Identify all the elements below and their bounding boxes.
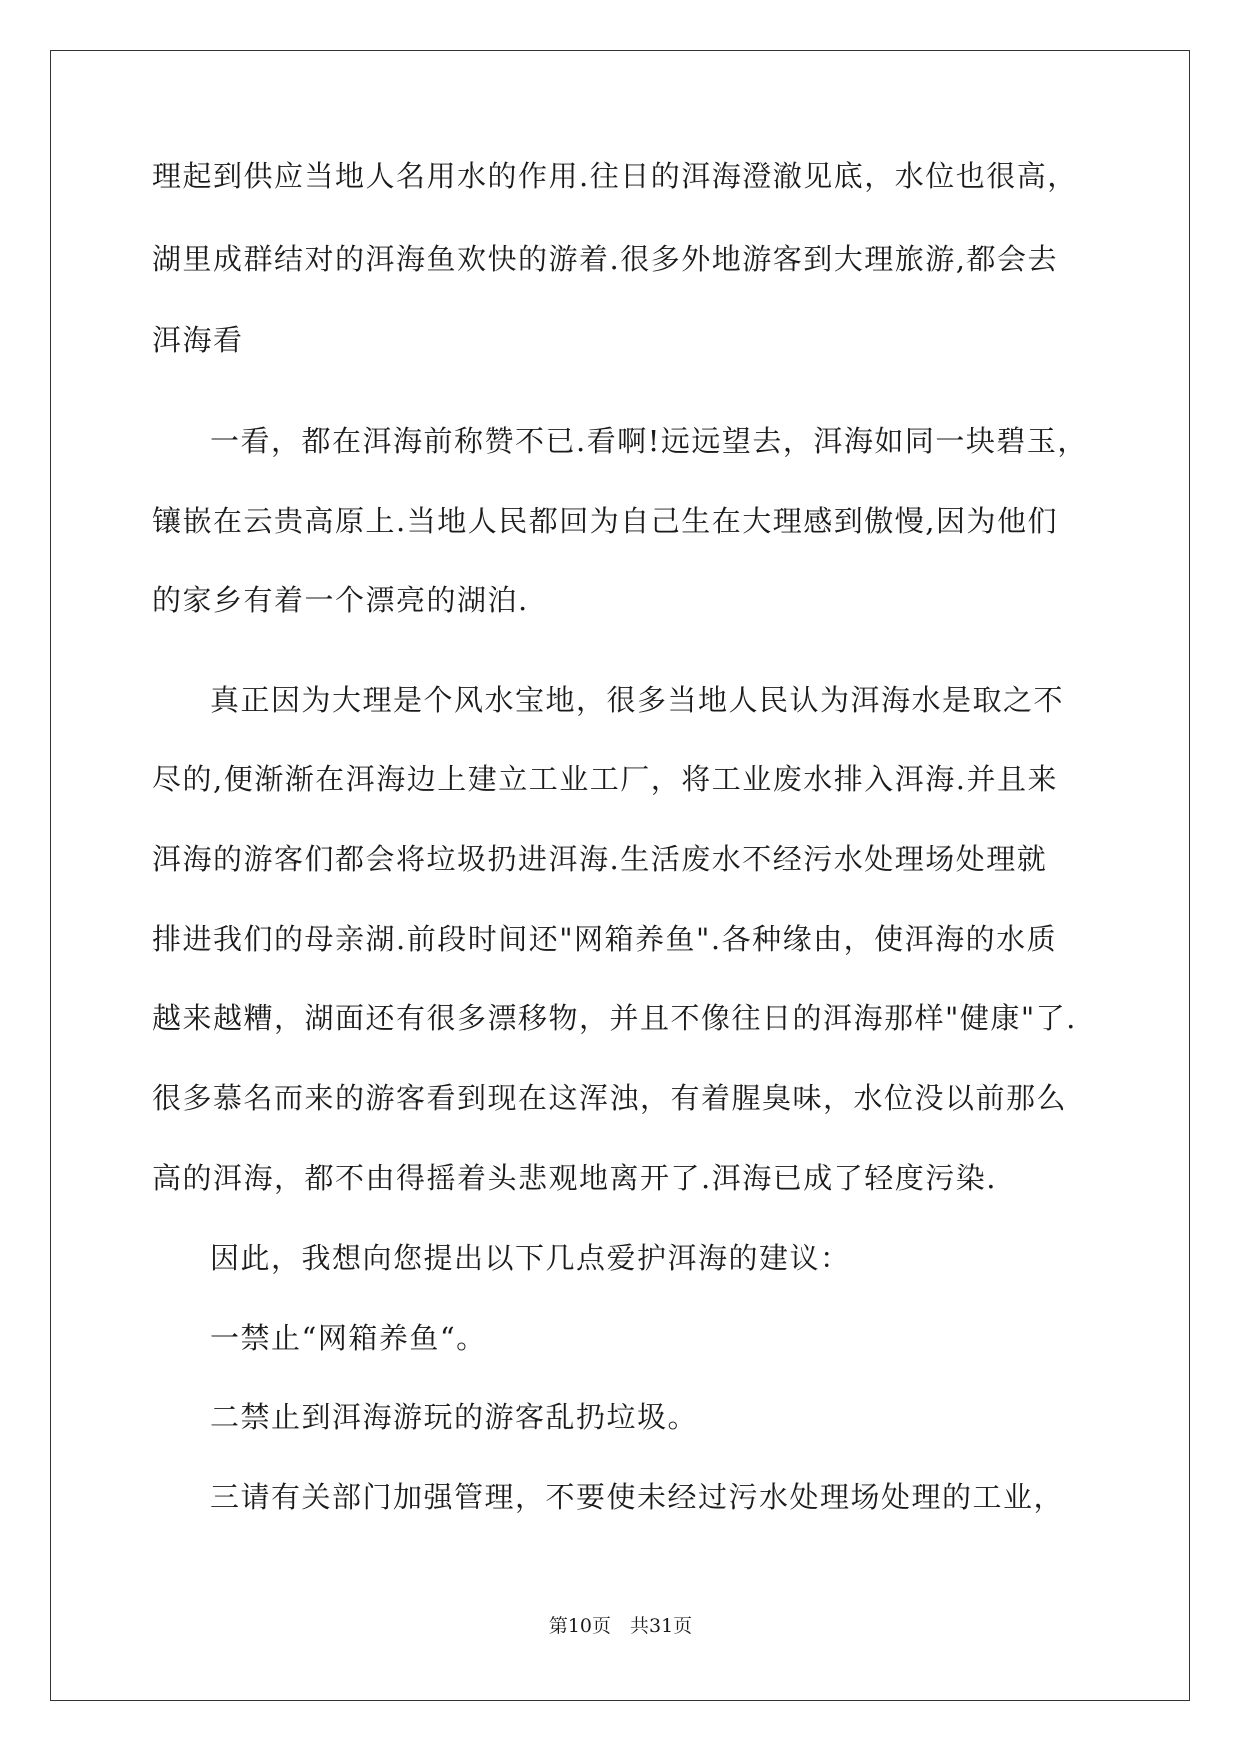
text-line: 镶嵌在云贵高原上.当地人民都回为自己生在大理感到傲慢,因为他们 — [152, 504, 1058, 538]
text-line: 洱海看 — [152, 323, 244, 357]
text-line: 一看，都在洱海前称赞不已.看啊!远远望去，洱海如同一块碧玉， — [210, 424, 1088, 458]
text-line: 因此，我想向您提出以下几点爱护洱海的建议： — [210, 1241, 851, 1275]
text-line: 二禁止到洱海游玩的游客乱扔垃圾。 — [210, 1400, 699, 1434]
text-line: 越来越糟，湖面还有很多漂移物，并且不像往日的洱海那样"健康"了. — [152, 1001, 1077, 1035]
text-line: 尽的,便渐渐在洱海边上建立工业工厂，将工业废水排入洱海.并且来 — [152, 762, 1058, 796]
text-line: 一禁止“网箱养鱼“。 — [210, 1321, 487, 1355]
text-line: 真正因为大理是个风水宝地，很多当地人民认为洱海水是取之不 — [210, 683, 1065, 717]
text-line: 很多慕名而来的游客看到现在这浑浊，有着腥臭味，水位没以前那么 — [152, 1081, 1068, 1115]
text-line: 的家乡有着一个漂亮的湖泊. — [152, 583, 529, 617]
text-line: 排进我们的母亲湖.前段时间还"网箱养鱼".各种缘由，使洱海的水质 — [152, 922, 1058, 956]
text-line: 三请有关部门加强管理，不要使未经过污水处理场处理的工业， — [210, 1480, 1065, 1514]
text-line: 湖里成群结对的洱海鱼欢快的游着.很多外地游客到大理旅游,都会去 — [152, 242, 1058, 276]
text-line: 理起到供应当地人名用水的作用.往日的洱海澄澈见底，水位也很高， — [152, 159, 1078, 193]
text-line: 高的洱海，都不由得摇着头悲观地离开了.洱海已成了轻度污染. — [152, 1161, 997, 1195]
text-line: 洱海的游客们都会将垃圾扔进洱海.生活废水不经污水处理场处理就 — [152, 842, 1048, 876]
page-footer: 第10页 共31页 — [548, 1615, 693, 1637]
